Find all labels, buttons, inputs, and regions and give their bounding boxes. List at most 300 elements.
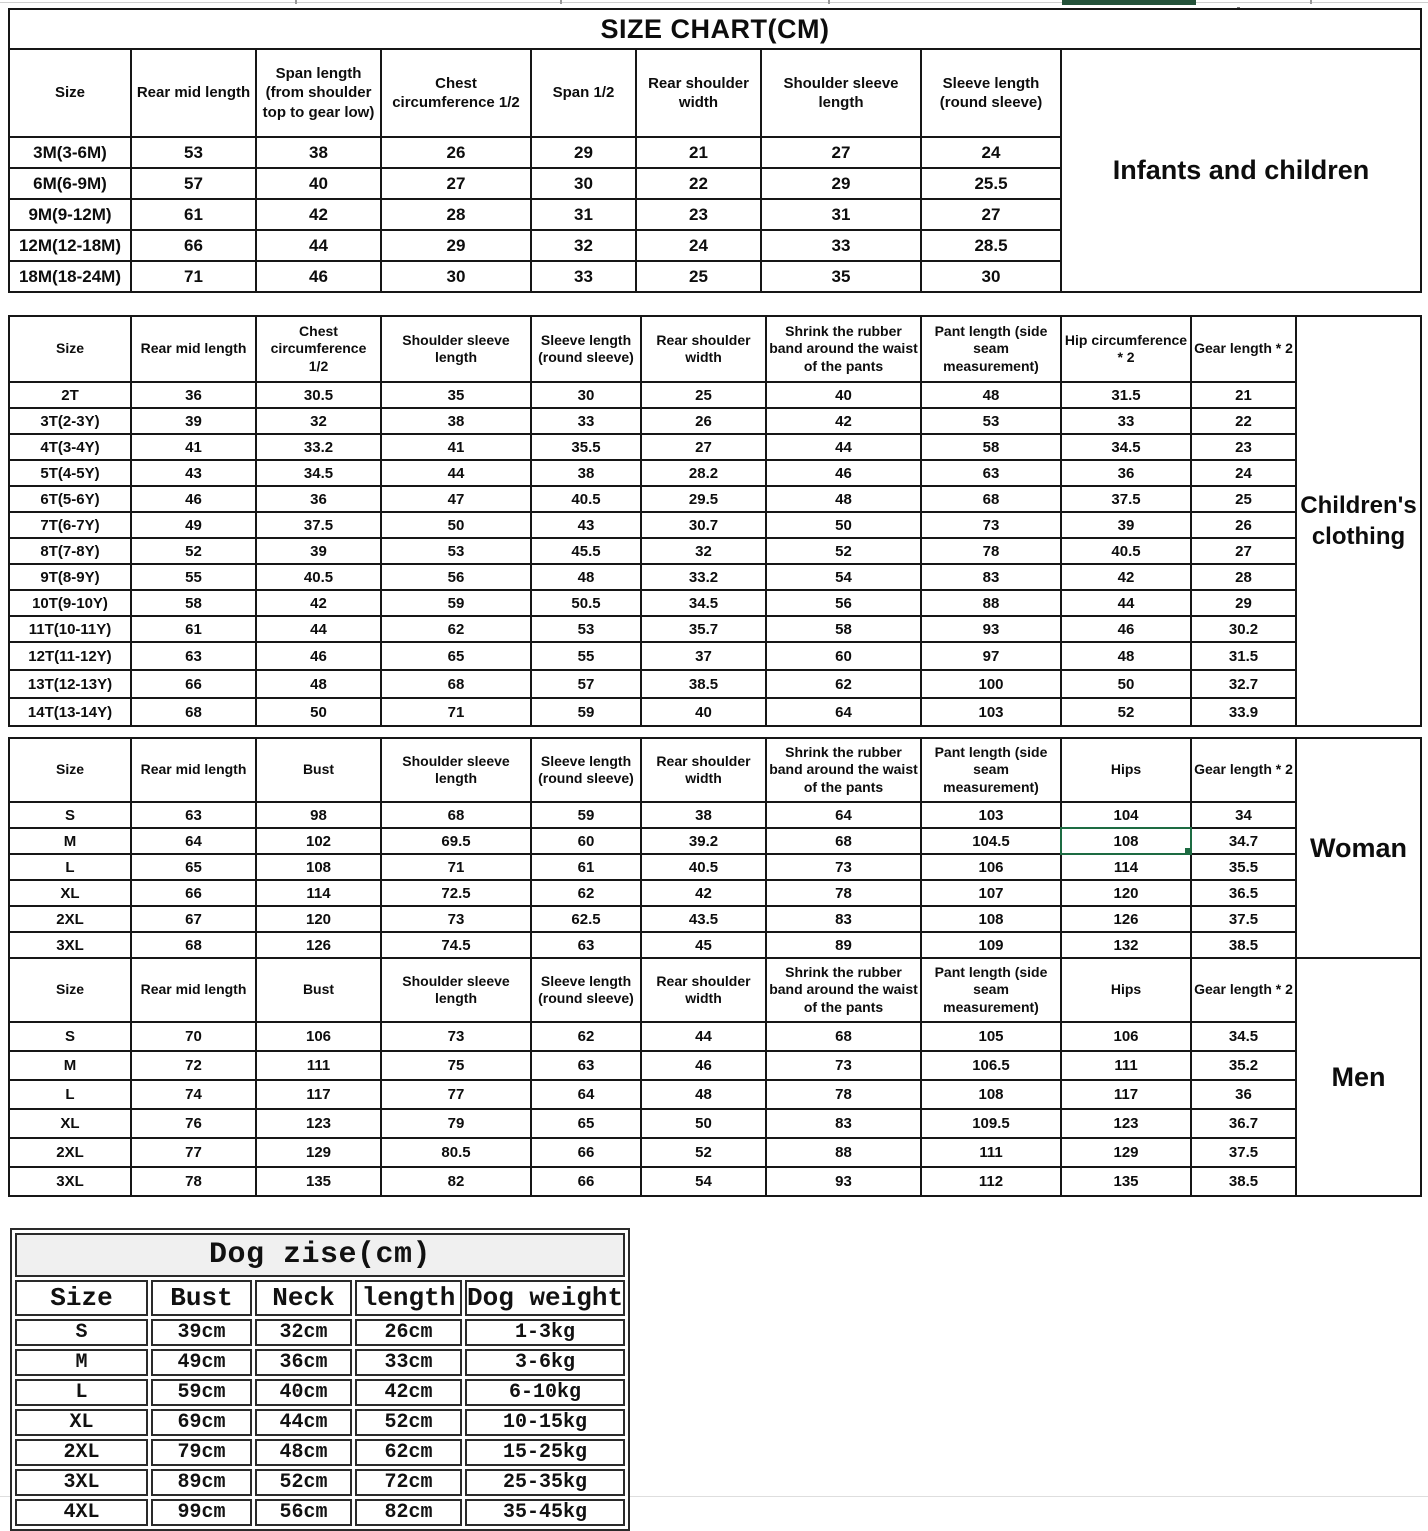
size-cell: L xyxy=(9,1080,131,1109)
value-cell: 111 xyxy=(256,1051,381,1080)
value-cell: 68 xyxy=(381,670,531,698)
value-cell: 106.5 xyxy=(921,1051,1061,1080)
value-cell: 46 xyxy=(131,486,256,512)
value-cell: 43 xyxy=(531,512,641,538)
column-header: Shrink the rubber band around the waist of the pants xyxy=(766,738,921,802)
value-cell: 35 xyxy=(761,261,921,292)
size-cell: 3XL xyxy=(15,1469,148,1496)
size-cell: 13T(12-13Y) xyxy=(9,670,131,698)
value-cell: 68 xyxy=(766,828,921,854)
value-cell: 135 xyxy=(1061,1167,1191,1196)
table-row xyxy=(9,460,1421,486)
size-cell: 18M(18-24M) xyxy=(9,261,131,292)
value-cell: 54 xyxy=(641,1167,766,1196)
value-cell: 64 xyxy=(131,828,256,854)
value-cell: 46 xyxy=(256,642,381,670)
group-label: Infants and children xyxy=(1061,49,1421,292)
gridline-tick xyxy=(828,0,830,4)
value-cell: 26 xyxy=(381,137,531,168)
column-header: Size xyxy=(9,316,131,382)
size-cell: 9M(9-12M) xyxy=(9,199,131,230)
group-label: Children's clothing xyxy=(1296,316,1421,726)
value-cell: 52cm xyxy=(255,1469,352,1496)
value-cell: 83 xyxy=(766,1109,921,1138)
value-cell: 44 xyxy=(381,460,531,486)
value-cell: 1-3kg xyxy=(465,1319,625,1346)
value-cell: 78 xyxy=(131,1167,256,1196)
value-cell: 132 xyxy=(1061,932,1191,958)
value-cell: 46 xyxy=(766,460,921,486)
table-row xyxy=(15,1379,625,1406)
value-cell: 15-25kg xyxy=(465,1439,625,1466)
column-header: Pant length (side seam measurement) xyxy=(921,958,1061,1022)
value-cell: 27 xyxy=(761,137,921,168)
value-cell: 83 xyxy=(766,906,921,932)
value-cell: 37.5 xyxy=(1191,1138,1296,1167)
value-cell: 57 xyxy=(131,168,256,199)
value-cell: 32cm xyxy=(255,1319,352,1346)
value-cell: 34.5 xyxy=(256,460,381,486)
women-size-table xyxy=(8,737,1422,959)
value-cell: 104.5 xyxy=(921,828,1061,854)
value-cell: 42 xyxy=(1061,564,1191,590)
group-label: Men xyxy=(1296,958,1421,1196)
value-cell: 44cm xyxy=(255,1409,352,1436)
value-cell: 100 xyxy=(921,670,1061,698)
value-cell: 39.2 xyxy=(641,828,766,854)
table-row xyxy=(9,1167,1421,1196)
value-cell: 62 xyxy=(381,616,531,642)
selected-cell: 108 xyxy=(1061,828,1191,854)
value-cell: 48 xyxy=(1061,642,1191,670)
table-row xyxy=(9,802,1421,828)
men-size-table xyxy=(8,957,1422,1197)
value-cell: 71 xyxy=(131,261,256,292)
value-cell: 40 xyxy=(256,168,381,199)
value-cell: 3-6kg xyxy=(465,1349,625,1376)
value-cell: 72.5 xyxy=(381,880,531,906)
value-cell: 24 xyxy=(636,230,761,261)
value-cell: 31 xyxy=(761,199,921,230)
size-cell: 6M(6-9M) xyxy=(9,168,131,199)
value-cell: 68 xyxy=(131,932,256,958)
value-cell: 74.5 xyxy=(381,932,531,958)
value-cell: 44 xyxy=(641,1022,766,1051)
value-cell: 30 xyxy=(531,168,636,199)
value-cell: 23 xyxy=(1191,434,1296,460)
value-cell: 29.5 xyxy=(641,486,766,512)
value-cell: 102 xyxy=(256,828,381,854)
value-cell: 58 xyxy=(766,616,921,642)
column-header: Hips xyxy=(1061,738,1191,802)
value-cell: 66 xyxy=(531,1138,641,1167)
children-size-table xyxy=(8,315,1422,727)
value-cell: 37.5 xyxy=(256,512,381,538)
value-cell: 47 xyxy=(381,486,531,512)
value-cell: 75 xyxy=(381,1051,531,1080)
table-row xyxy=(9,670,1421,698)
value-cell: 114 xyxy=(1061,854,1191,880)
value-cell: 43.5 xyxy=(641,906,766,932)
value-cell: 33.2 xyxy=(641,564,766,590)
value-cell: 30 xyxy=(921,261,1061,292)
size-cell: 10T(9-10Y) xyxy=(9,590,131,616)
table-row xyxy=(9,1080,1421,1109)
value-cell: 66 xyxy=(131,230,256,261)
value-cell: 98 xyxy=(256,802,381,828)
value-cell: 42 xyxy=(766,408,921,434)
value-cell: 44 xyxy=(1061,590,1191,616)
size-cell: L xyxy=(9,854,131,880)
value-cell: 120 xyxy=(256,906,381,932)
column-header: Dog weight xyxy=(465,1280,625,1316)
value-cell: 70 xyxy=(131,1022,256,1051)
value-cell: 106 xyxy=(1061,1022,1191,1051)
value-cell: 43 xyxy=(131,460,256,486)
value-cell: 52 xyxy=(641,1138,766,1167)
value-cell: 71 xyxy=(381,854,531,880)
column-header: Size xyxy=(15,1280,148,1316)
column-header: Size xyxy=(9,738,131,802)
value-cell: 57 xyxy=(531,670,641,698)
size-cell: 7T(6-7Y) xyxy=(9,512,131,538)
value-cell: 48 xyxy=(531,564,641,590)
value-cell: 32 xyxy=(531,230,636,261)
value-cell: 30.5 xyxy=(256,382,381,408)
value-cell: 52 xyxy=(1061,698,1191,726)
size-cell: 2XL xyxy=(15,1439,148,1466)
column-header: Size xyxy=(9,958,131,1022)
value-cell: 72 xyxy=(131,1051,256,1080)
column-header: Hips xyxy=(1061,958,1191,1022)
table-row xyxy=(15,1469,625,1496)
value-cell: 40.5 xyxy=(256,564,381,590)
gridline-tick xyxy=(560,0,562,4)
value-cell: 29 xyxy=(1191,590,1296,616)
value-cell: 31.5 xyxy=(1191,642,1296,670)
value-cell: 30 xyxy=(381,261,531,292)
value-cell: 33 xyxy=(1061,408,1191,434)
value-cell: 63 xyxy=(131,642,256,670)
top-gridline xyxy=(0,2,1428,3)
value-cell: 49 xyxy=(131,512,256,538)
table-row xyxy=(9,382,1421,408)
value-cell: 40.5 xyxy=(1061,538,1191,564)
value-cell: 62 xyxy=(766,670,921,698)
value-cell: 111 xyxy=(921,1138,1061,1167)
table-row xyxy=(9,854,1421,880)
column-header: Hip circumference * 2 xyxy=(1061,316,1191,382)
value-cell: 35.5 xyxy=(531,434,641,460)
value-cell: 36 xyxy=(256,486,381,512)
value-cell: 64 xyxy=(766,802,921,828)
value-cell: 126 xyxy=(1061,906,1191,932)
value-cell: 117 xyxy=(1061,1080,1191,1109)
value-cell: 76 xyxy=(131,1109,256,1138)
table-row xyxy=(9,1051,1421,1080)
column-header: Rear mid length xyxy=(131,738,256,802)
value-cell: 66 xyxy=(131,880,256,906)
size-cell: 12M(12-18M) xyxy=(9,230,131,261)
value-cell: 36 xyxy=(1061,460,1191,486)
value-cell: 36.7 xyxy=(1191,1109,1296,1138)
selected-column-bar xyxy=(1062,0,1196,5)
column-header: Shoulder sleeve length xyxy=(381,958,531,1022)
value-cell: 34.7 xyxy=(1191,828,1296,854)
size-cell: 3M(3-6M) xyxy=(9,137,131,168)
value-cell: 114 xyxy=(256,880,381,906)
size-cell: XL xyxy=(15,1409,148,1436)
value-cell: 38.5 xyxy=(641,670,766,698)
column-header: Bust xyxy=(256,958,381,1022)
value-cell: 105 xyxy=(921,1022,1061,1051)
value-cell: 88 xyxy=(921,590,1061,616)
value-cell: 79 xyxy=(381,1109,531,1138)
value-cell: 37.5 xyxy=(1191,906,1296,932)
table-title: Dog zise(cm) xyxy=(15,1233,625,1277)
value-cell: 99cm xyxy=(151,1499,252,1526)
table-row xyxy=(9,486,1421,512)
value-cell: 42 xyxy=(256,199,381,230)
value-cell: 88 xyxy=(766,1138,921,1167)
value-cell: 52 xyxy=(131,538,256,564)
value-cell: 39 xyxy=(131,408,256,434)
value-cell: 63 xyxy=(531,1051,641,1080)
value-cell: 111 xyxy=(1061,1051,1191,1080)
value-cell: 72cm xyxy=(355,1469,462,1496)
value-cell: 107 xyxy=(921,880,1061,906)
value-cell: 68 xyxy=(381,802,531,828)
value-cell: 61 xyxy=(131,616,256,642)
value-cell: 39 xyxy=(1061,512,1191,538)
value-cell: 25-35kg xyxy=(465,1469,625,1496)
value-cell: 25 xyxy=(636,261,761,292)
value-cell: 38 xyxy=(641,802,766,828)
value-cell: 38 xyxy=(256,137,381,168)
value-cell: 33 xyxy=(531,261,636,292)
value-cell: 58 xyxy=(131,590,256,616)
value-cell: 36cm xyxy=(255,1349,352,1376)
value-cell: 55 xyxy=(131,564,256,590)
value-cell: 123 xyxy=(1061,1109,1191,1138)
size-cell: 4T(3-4Y) xyxy=(9,434,131,460)
gridline-tick xyxy=(1310,0,1312,4)
value-cell: 33cm xyxy=(355,1349,462,1376)
value-cell: 65 xyxy=(131,854,256,880)
value-cell: 40cm xyxy=(255,1379,352,1406)
value-cell: 27 xyxy=(381,168,531,199)
size-cell: 2T xyxy=(9,382,131,408)
value-cell: 44 xyxy=(256,230,381,261)
table-row xyxy=(9,434,1421,460)
value-cell: 63 xyxy=(131,802,256,828)
value-cell: 53 xyxy=(531,616,641,642)
value-cell: 24 xyxy=(1191,460,1296,486)
value-cell: 49cm xyxy=(151,1349,252,1376)
value-cell: 48 xyxy=(256,670,381,698)
value-cell: 44 xyxy=(766,434,921,460)
value-cell: 35.7 xyxy=(641,616,766,642)
value-cell: 104 xyxy=(1061,802,1191,828)
value-cell: 117 xyxy=(256,1080,381,1109)
table-row xyxy=(9,906,1421,932)
value-cell: 103 xyxy=(921,698,1061,726)
value-cell: 73 xyxy=(766,1051,921,1080)
value-cell: 35.2 xyxy=(1191,1051,1296,1080)
value-cell: 52 xyxy=(766,538,921,564)
value-cell: 74 xyxy=(131,1080,256,1109)
size-cell: 2XL xyxy=(9,1138,131,1167)
value-cell: 30.2 xyxy=(1191,616,1296,642)
value-cell: 103 xyxy=(921,802,1061,828)
value-cell: 73 xyxy=(381,906,531,932)
value-cell: 93 xyxy=(921,616,1061,642)
table-row xyxy=(15,1319,625,1346)
value-cell: 73 xyxy=(766,854,921,880)
value-cell: 33 xyxy=(531,408,641,434)
column-header: Bust xyxy=(256,738,381,802)
table-row xyxy=(9,828,1421,854)
table-row xyxy=(15,1499,625,1526)
value-cell: 29 xyxy=(761,168,921,199)
value-cell: 38.5 xyxy=(1191,1167,1296,1196)
column-header: Sleeve length (round sleeve) xyxy=(531,316,641,382)
value-cell: 23 xyxy=(636,199,761,230)
value-cell: 52cm xyxy=(355,1409,462,1436)
value-cell: 28.2 xyxy=(641,460,766,486)
table-row xyxy=(9,590,1421,616)
value-cell: 40.5 xyxy=(641,854,766,880)
value-cell: 50.5 xyxy=(531,590,641,616)
value-cell: 82cm xyxy=(355,1499,462,1526)
table-row xyxy=(15,1409,625,1436)
group-label: Woman xyxy=(1296,738,1421,958)
value-cell: 126 xyxy=(256,932,381,958)
value-cell: 69.5 xyxy=(381,828,531,854)
value-cell: 50 xyxy=(641,1109,766,1138)
value-cell: 50 xyxy=(1061,670,1191,698)
size-cell: XL xyxy=(9,1109,131,1138)
value-cell: 53 xyxy=(921,408,1061,434)
value-cell: 78 xyxy=(766,880,921,906)
value-cell: 34.5 xyxy=(641,590,766,616)
size-cell: XL xyxy=(9,880,131,906)
column-header: Rear shoulder width xyxy=(641,738,766,802)
table-row xyxy=(9,698,1421,726)
size-cell: M xyxy=(9,828,131,854)
value-cell: 78 xyxy=(921,538,1061,564)
column-header: Span length (from shoulder top to gear low) xyxy=(256,49,381,137)
value-cell: 108 xyxy=(256,854,381,880)
value-cell: 25.5 xyxy=(921,168,1061,199)
value-cell: 56 xyxy=(381,564,531,590)
value-cell: 71 xyxy=(381,698,531,726)
value-cell: 135 xyxy=(256,1167,381,1196)
column-header: Chest circumference 1/2 xyxy=(381,49,531,137)
value-cell: 21 xyxy=(1191,382,1296,408)
column-header: Rear shoulder width xyxy=(641,958,766,1022)
size-cell: 6T(5-6Y) xyxy=(9,486,131,512)
value-cell: 64 xyxy=(531,1080,641,1109)
value-cell: 28 xyxy=(1191,564,1296,590)
value-cell: 59 xyxy=(531,698,641,726)
value-cell: 65 xyxy=(381,642,531,670)
value-cell: 50 xyxy=(766,512,921,538)
value-cell: 67 xyxy=(131,906,256,932)
size-cell: 4XL xyxy=(15,1499,148,1526)
value-cell: 112 xyxy=(921,1167,1061,1196)
value-cell: 45.5 xyxy=(531,538,641,564)
column-header: Span 1/2 xyxy=(531,49,636,137)
value-cell: 28.5 xyxy=(921,230,1061,261)
value-cell: 38 xyxy=(531,460,641,486)
value-cell: 31.5 xyxy=(1061,382,1191,408)
value-cell: 61 xyxy=(131,199,256,230)
size-cell: M xyxy=(9,1051,131,1080)
table-row xyxy=(9,1138,1421,1167)
value-cell: 29 xyxy=(531,137,636,168)
value-cell: 42 xyxy=(641,880,766,906)
value-cell: 25 xyxy=(641,382,766,408)
column-header: Rear mid length xyxy=(131,958,256,1022)
column-header: Rear shoulder width xyxy=(636,49,761,137)
table-row xyxy=(9,408,1421,434)
value-cell: 77 xyxy=(131,1138,256,1167)
size-cell: 2XL xyxy=(9,906,131,932)
value-cell: 129 xyxy=(256,1138,381,1167)
value-cell: 120 xyxy=(1061,880,1191,906)
value-cell: 64 xyxy=(766,698,921,726)
column-header: Shrink the rubber band around the waist of the pants xyxy=(766,316,921,382)
size-cell: 3XL xyxy=(9,932,131,958)
size-cell: L xyxy=(15,1379,148,1406)
table-row xyxy=(15,1349,625,1376)
value-cell: 34.5 xyxy=(1061,434,1191,460)
value-cell: 61 xyxy=(531,854,641,880)
value-cell: 53 xyxy=(381,538,531,564)
value-cell: 32 xyxy=(256,408,381,434)
gridline-tick xyxy=(295,0,297,4)
value-cell: 73 xyxy=(381,1022,531,1051)
value-cell: 45 xyxy=(641,932,766,958)
value-cell: 68 xyxy=(131,698,256,726)
value-cell: 32.7 xyxy=(1191,670,1296,698)
size-cell: S xyxy=(15,1319,148,1346)
value-cell: 37 xyxy=(641,642,766,670)
column-header: Size xyxy=(9,49,131,137)
table-row xyxy=(15,1439,625,1466)
column-header: Rear mid length xyxy=(131,316,256,382)
value-cell: 46 xyxy=(256,261,381,292)
size-cell: S xyxy=(9,1022,131,1051)
value-cell: 34 xyxy=(1191,802,1296,828)
column-header: length xyxy=(355,1280,462,1316)
table-row xyxy=(9,564,1421,590)
value-cell: 62.5 xyxy=(531,906,641,932)
value-cell: 41 xyxy=(131,434,256,460)
value-cell: 30 xyxy=(531,382,641,408)
size-cell: 12T(11-12Y) xyxy=(9,642,131,670)
value-cell: 80.5 xyxy=(381,1138,531,1167)
column-header: Shrink the rubber band around the waist of the pants xyxy=(766,958,921,1022)
value-cell: 44 xyxy=(256,616,381,642)
value-cell: 33.2 xyxy=(256,434,381,460)
value-cell: 79cm xyxy=(151,1439,252,1466)
value-cell: 56cm xyxy=(255,1499,352,1526)
value-cell: 48cm xyxy=(255,1439,352,1466)
value-cell: 89 xyxy=(766,932,921,958)
value-cell: 33.9 xyxy=(1191,698,1296,726)
